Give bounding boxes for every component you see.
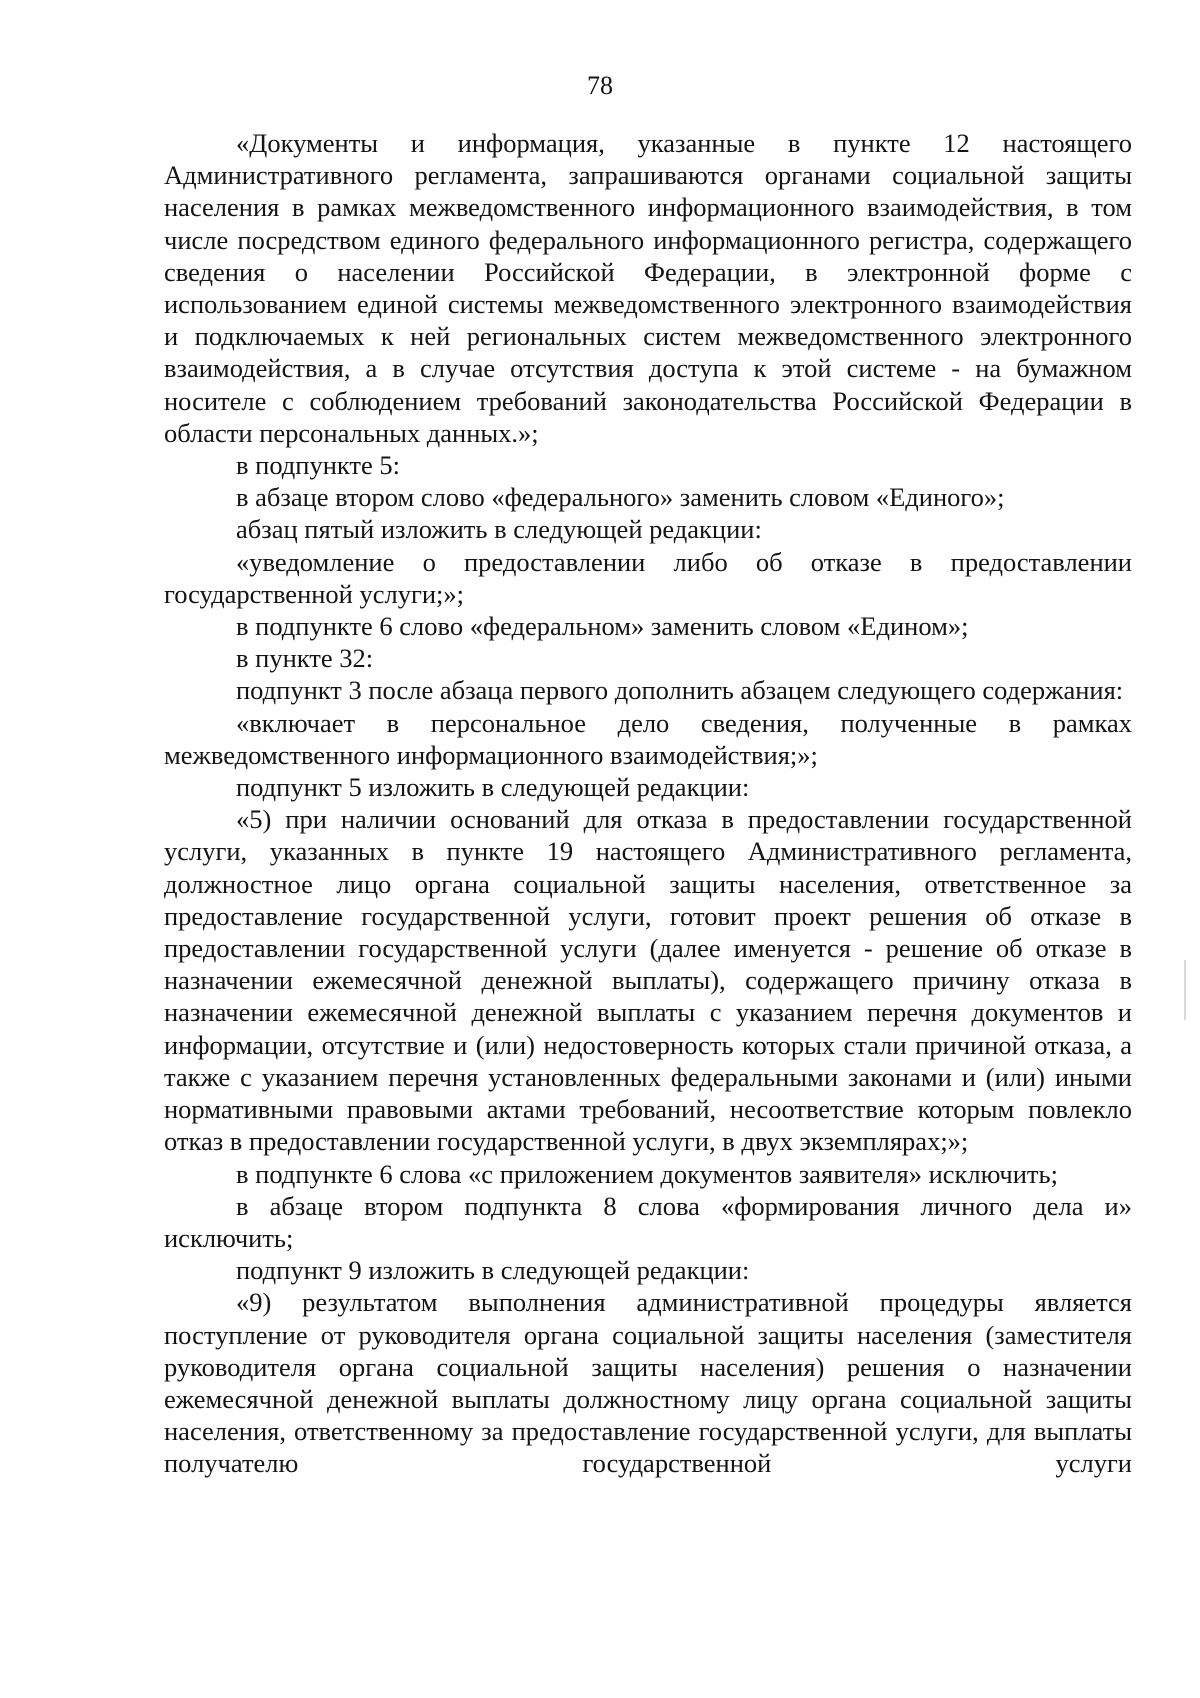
paragraph-notification-wording: «уведомление о предоставлении либо об отказе в предоставлении государственной услуги;»; <box>164 546 1132 609</box>
paragraph-subpoint-3-supplement: подпункт 3 после абзаца первого дополнить абзацем следующего содержания: <box>236 675 1124 706</box>
paragraph-subpoint-5-new-wording: подпункт 5 изложить в следующей редакции: <box>236 772 750 803</box>
paragraph-fifth-abzac-new-wording: абзац пятый изложить в следующей редакции: <box>236 514 762 545</box>
paragraph-refusal-grounds-wording: «5) при наличии оснований для отказа в предоставлении государственной услуги, указанных в пункте 19 настоящего Административного регламента, должностное лицо органа социальной защиты населения, ответственное за предоставление государственной услуги, готовит проект решения об отказе в предоставлении государственной услуги (далее именуется - решение об отказе в назначении ежемесячной денежной выплаты), содержащего причину отказа в назначении ежемесячной денежной выплаты с указанием перечня документов и информации, отсутствие и (или) недостоверность которых стали причиной отказа, а также с указанием перечня установленных федеральными законами и (или) иными нормативными правовыми актами требований, несоответствие которым повлекло отказ в предоставлении государственной услуги, в двух экземплярах;»; <box>164 804 1132 1157</box>
scan-edge-mark <box>1184 960 1186 1020</box>
paragraph-documents-and-information: «Документы и информация, указанные в пункте 12 настоящего Административного регламента, запрашиваются органами социальной защиты населения в рамках межведомственного информационного взаимодействия, в том числе посредством единого федерального информационного регистра, содержащего сведения о населении Российской Федерации, в электронной форме с использованием единой системы межведомственного электронного взаимодействия и подключаемых к ней региональных систем межведомственного электронного взаимодействия, а в случае отсутствия доступа к этой системе - на бумажном носителе с соблюдением требований законодательства Российской Федерации в области персональных данных.»; <box>164 128 1132 448</box>
paragraph-subpoint-9-new-wording: подпункт 9 изложить в следующей редакции: <box>236 1255 750 1286</box>
paragraph-procedure-result-wording: «9) результатом выполнения административной процедуры является поступление от руководителя органа социальной защиты населения (заместителя руководителя органа социальной защиты населения) решения о назначении ежемесячной денежной выплаты должностному лицу органа социальной защиты населения, ответственному за предоставление государственной услуги, для выплаты получателю государственной услуги <box>164 1287 1132 1479</box>
paragraph-personal-file-wording: «включает в персональное дело сведения, полученные в рамках межведомственного информационного взаимодействия;»; <box>164 707 1132 770</box>
page-number: 78 <box>587 71 613 100</box>
paragraph-point-32-heading: в пункте 32: <box>236 643 374 674</box>
paragraph-subpoint-5-heading: в подпункте 5: <box>236 450 401 481</box>
document-body <box>164 127 1132 1480</box>
paragraph-subpoint-6-replace: в подпункте 6 слово «федеральном» заменить словом «Едином»; <box>236 611 969 642</box>
paragraph-subpoint-8-exclude: в абзаце втором подпункта 8 слова «формирования личного дела и» исключить; <box>164 1190 1132 1253</box>
paragraph-replace-federal-with-unified: в абзаце втором слово «федерального» заменить словом «Единого»; <box>236 482 1005 513</box>
paragraph-subpoint-6-exclude: в подпункте 6 слова «с приложением документов заявителя» исключить; <box>236 1158 1058 1189</box>
